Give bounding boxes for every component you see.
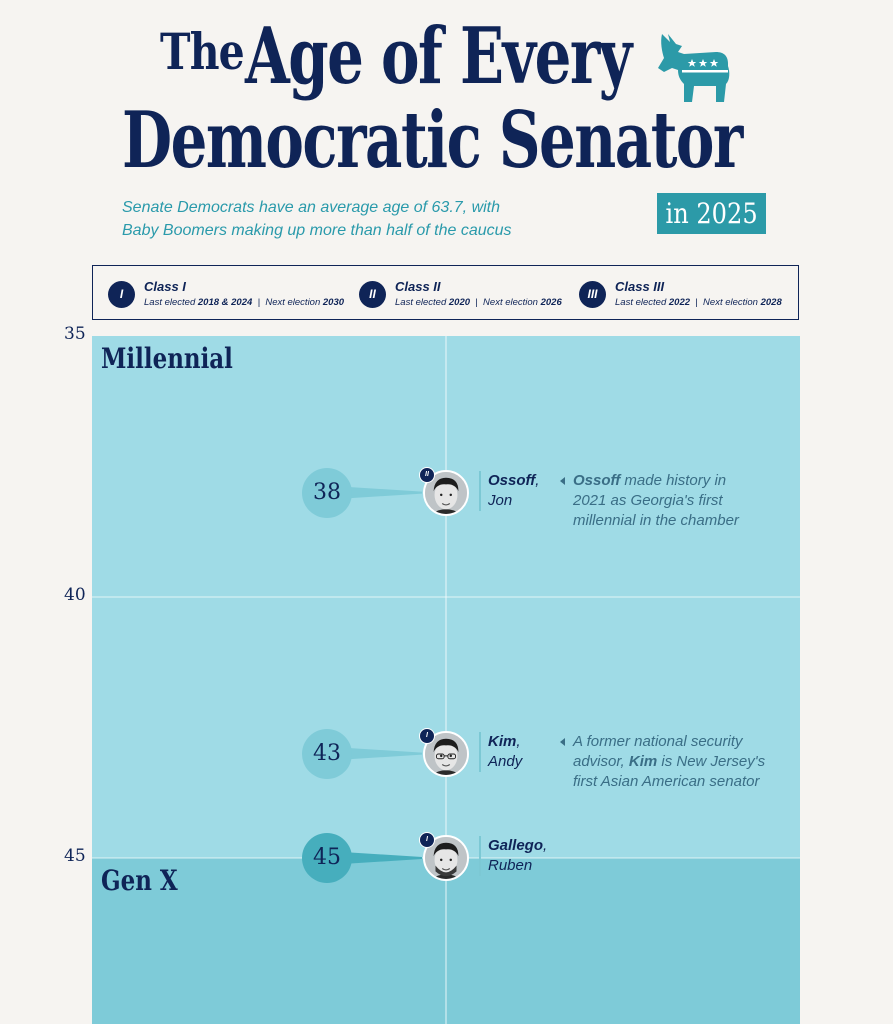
annotation-arrow-icon: [560, 738, 565, 746]
year-badge-text: in 2025: [665, 197, 758, 230]
senator-first-name: Andy: [488, 752, 523, 770]
senator-last-name: Gallego: [488, 837, 544, 854]
senator-name: [479, 836, 547, 876]
senator-last-name: Kim: [488, 732, 517, 750]
senator-class-badge: I: [419, 832, 435, 848]
class-2-badge: II: [359, 281, 386, 308]
age-circle: 38: [302, 468, 352, 518]
title-line2: [122, 95, 893, 186]
legend-title: Class I: [144, 279, 186, 294]
y-tick-label: 40: [64, 585, 86, 605]
annotation-line: Ossoff made history in: [573, 471, 727, 489]
senator-name: [479, 732, 522, 772]
subtitle: [122, 196, 542, 242]
senator-name: [479, 471, 539, 511]
annotation-line: millennial in the chamber: [573, 511, 739, 529]
senator-class-badge: I: [419, 728, 435, 744]
title-democratic-senator: Democratic Senator: [122, 95, 742, 186]
legend-detail: Last elected 2022 | Next election 2028: [615, 297, 782, 308]
subtitle-line2: Baby Boomers making up more than half of the caucus: [122, 222, 512, 239]
senator-annotation: [573, 471, 739, 531]
age-circle: 45: [302, 833, 352, 883]
senator-last-name: Ossoff: [488, 471, 536, 489]
annotation-line: first Asian American senator: [573, 772, 760, 790]
name-comma: ,: [535, 471, 540, 489]
senator-annotation: [573, 732, 765, 792]
title-the: The: [160, 22, 244, 81]
legend-title: Class II: [395, 279, 441, 294]
name-comma: ,: [516, 732, 521, 750]
annotation-line: A former national security: [573, 732, 743, 750]
class-1-badge: I: [108, 281, 135, 308]
legend-title: Class III: [615, 279, 665, 294]
title-age-of-every-text: Age of Every: [245, 11, 631, 102]
senator-first-name: Ruben: [488, 857, 533, 874]
generation-label-millennial: Millennial: [101, 342, 233, 375]
year-badge: [657, 193, 766, 234]
class-legend: [92, 265, 799, 320]
age-circle: 43: [302, 729, 352, 779]
generation-label-gen-x: Gen X: [101, 864, 178, 897]
class-3-badge: III: [579, 281, 606, 308]
age-chart: [92, 336, 800, 1024]
y-tick-label: 35: [64, 324, 86, 344]
democratic-donkey-icon: [654, 32, 732, 104]
subtitle-line1: Senate Democrats have an average age of 63.7, with: [122, 199, 501, 216]
y-tick-label: 45: [64, 846, 86, 866]
annotation-line: advisor, Kim is New Jersey's: [573, 752, 766, 770]
legend-detail: Last elected 2020 | Next election 2026: [395, 297, 562, 308]
annotation-line: 2021 as Georgia's first: [573, 491, 723, 509]
senator-first-name: Jon: [488, 491, 513, 509]
annotation-arrow-icon: [560, 477, 565, 485]
name-comma: ,: [543, 837, 548, 854]
senator-class-badge: II: [419, 467, 435, 483]
legend-detail: Last elected 2018 & 2024 | Next election 2030: [144, 297, 345, 308]
